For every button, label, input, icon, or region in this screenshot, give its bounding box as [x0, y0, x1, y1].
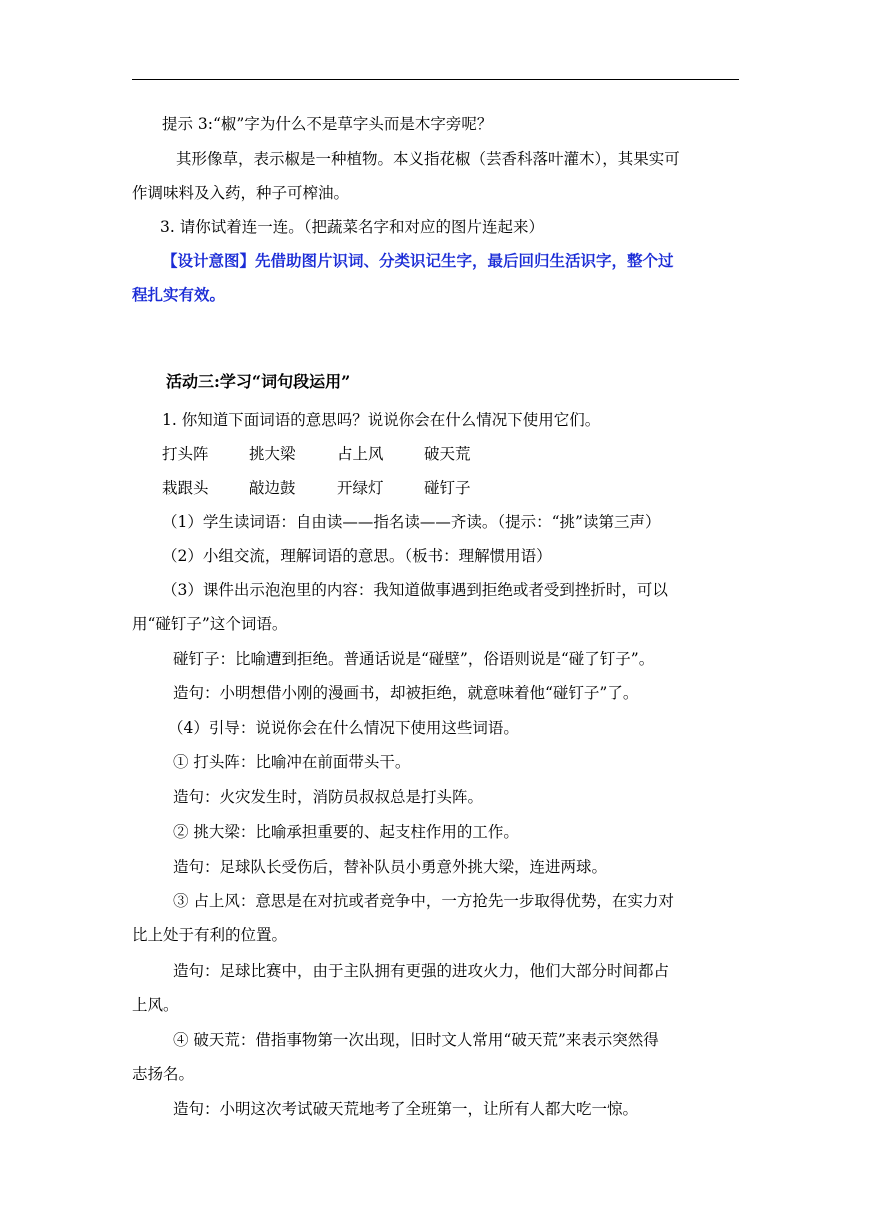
- item1-example: 造句：火灾发生时，消防员叔叔总是打头阵。: [173, 788, 484, 806]
- step3-line1: （3）课件出示泡泡里的内容：我知道做事遇到拒绝或者受到挫折时，可以: [162, 581, 668, 599]
- activity3-heading: 活动三:学习“词句段运用”: [166, 372, 351, 391]
- step3-line2: 用“碰钉子”这个词语。: [132, 615, 288, 633]
- term: 打头阵: [162, 445, 209, 463]
- item3-definition-line1: ③ 占上风：意思是在对抗或者竞争中，一方抢先一步取得优势，在实力对: [173, 892, 674, 910]
- term: 挑大梁: [249, 445, 296, 463]
- item4-definition-line2: 志扬名。: [132, 1065, 195, 1083]
- item3-example-line2: 上风。: [132, 996, 179, 1014]
- terms-row-1: [162, 444, 471, 464]
- term: 碰钉子: [424, 479, 471, 497]
- task3-text: 3. 请你试着连一连。（把蔬菜名字和对应的图片连起来）: [160, 218, 544, 236]
- term: 占上风: [337, 445, 384, 463]
- header-rule: [132, 79, 739, 80]
- tip3-answer-line2: 作调味料及入药，种子可榨油。: [132, 184, 350, 202]
- term: 敲边鼓: [249, 479, 296, 497]
- item4-example: 造句：小明这次考试破天荒地考了全班第一，让所有人都大吃一惊。: [173, 1100, 639, 1118]
- peng-definition: 碰钉子：比喻遭到拒绝。普通话说是“碰壁”，俗语则说是“碰了钉子”。: [173, 650, 655, 668]
- step1-text: （1）学生读词语：自由读——指名读——齐读。（提示：“挑”读第三声）: [162, 513, 661, 531]
- peng-example: 造句：小明想借小刚的漫画书，却被拒绝，就意味着他“碰钉子”了。: [173, 684, 639, 702]
- item1-definition: ① 打头阵：比喻冲在前面带头干。: [173, 753, 411, 771]
- tip3-answer-line1: 其形像草，表示椒是一种植物。本义指花椒（芸香科落叶灌木），其果实可: [176, 150, 680, 168]
- tip3-question: 提示 3:“椒”字为什么不是草字头而是木字旁呢？: [162, 115, 493, 133]
- item2-definition: ② 挑大梁：比喻承担重要的、起支柱作用的工作。: [173, 823, 519, 841]
- item4-definition-line1: ④ 破天荒：借指事物第一次出现，旧时文人常用“破天荒”来表示突然得: [173, 1031, 659, 1049]
- term: 破天荒: [424, 445, 471, 463]
- item2-example: 造句：足球队长受伤后，替补队员小勇意外挑大梁，连进两球。: [173, 858, 608, 876]
- step4-text: （4）引导：说说你会在什么情况下使用这些词语。: [168, 719, 519, 737]
- design-intent-line2: 程扎实有效。: [132, 285, 226, 304]
- terms-row-2: [162, 478, 471, 498]
- design-intent-line1: 【设计意图】先借助图片识词、分类识记生字，最后回归生活识字，整个过: [162, 251, 674, 270]
- item3-definition-line2: 比上处于有利的位置。: [132, 926, 288, 944]
- step2-text: （2）小组交流，理解词语的意思。（板书：理解惯用语）: [162, 547, 552, 565]
- activity3-question1: 1. 你知道下面词语的意思吗？说说你会在什么情况下使用它们。: [162, 411, 601, 429]
- term: 开绿灯: [337, 479, 384, 497]
- item3-example-line1: 造句：足球比赛中，由于主队拥有更强的进攻火力，他们大部分时间都占: [173, 962, 670, 980]
- term: 栽跟头: [162, 479, 209, 497]
